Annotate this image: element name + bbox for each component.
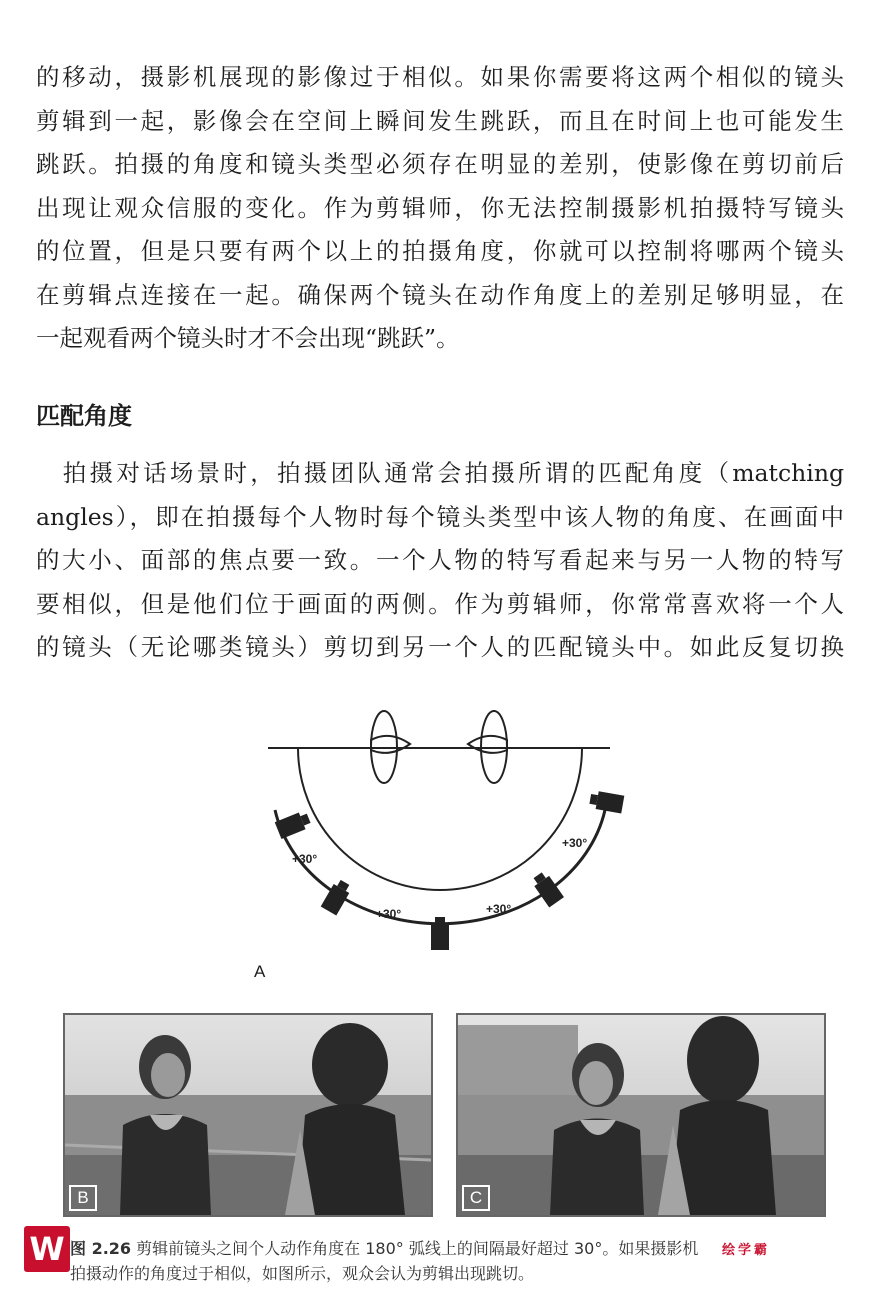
caption-line-2: 拍摄动作的角度过于相似，如图所示，观众会认为剪辑出现跳切。 — [70, 1264, 535, 1283]
caption-line-1: 剪辑前镜头之间个人动作角度在 180° 弧线上的间隔最好超过 30°。如果摄影机 — [136, 1239, 699, 1258]
photo-c — [456, 1013, 826, 1217]
photo-c-image — [458, 1015, 824, 1215]
camera-icon — [431, 917, 449, 950]
text-line: 拍摄对话场景时，拍摄团队通常会拍摄所谓的匹配角度（matching — [36, 459, 844, 487]
photo-label-c: C — [462, 1185, 490, 1211]
figure-label-a: A — [254, 962, 266, 981]
camera-icon — [589, 790, 625, 813]
text-line: 在剪辑点连接在一起。确保两个镜头在动作角度上的差别足够明显，在 — [36, 280, 844, 309]
text-line: 要相似，但是他们位于画面的两侧。作为剪辑师，你常常喜欢将一个人 — [36, 589, 844, 618]
photo-label-b: B — [69, 1185, 97, 1211]
camera-angle-diagram — [250, 700, 650, 970]
camera-icon — [275, 810, 312, 839]
text-line: 的位置，但是只要有两个以上的拍摄角度，你就可以控制将哪两个镜头 — [36, 237, 844, 265]
text-line: 的移动，摄影机展现的影像过于相似。如果你需要将这两个相似的镜头 — [36, 63, 844, 91]
text-line: 剪辑到一起，影像会在空间上瞬间发生跳跃，而且在时间上也可能发生 — [36, 106, 844, 135]
text-line: 的大小、面部的焦点要一致。一个人物的特写看起来与另一人物的特写 — [36, 546, 844, 574]
camera-icon — [530, 870, 564, 907]
inner-arc — [298, 748, 582, 890]
text-line: 的镜头（无论哪类镜头）剪切到另一个人的匹配镜头中。如此反复切换 — [36, 633, 844, 661]
photo-b — [63, 1013, 433, 1217]
paragraph-2 — [36, 452, 844, 670]
angle-label: +30° — [562, 836, 588, 850]
caption-number: 图 2.26 — [70, 1239, 132, 1258]
text-line: 一起观看两个镜头时才不会出现“跳跃”。 — [36, 324, 460, 352]
text-line: angles），即在拍摄每个人物时每个镜头类型中该人物的角度、在画面中 — [36, 502, 844, 531]
camera-icon — [321, 878, 353, 916]
photo-b-image — [65, 1015, 431, 1215]
section-heading: 匹配角度 — [36, 402, 132, 430]
figure-caption — [70, 1236, 830, 1286]
publisher-logo: W — [24, 1226, 70, 1272]
text-line: 跳跃。拍摄的角度和镜头类型必须存在明显的差别，使影像在剪切前后 — [36, 150, 844, 178]
angle-label: +30° — [486, 902, 512, 916]
paragraph-1 — [36, 56, 844, 361]
angle-label: +30° — [376, 907, 402, 921]
text-line: 出现让观众信服的变化。作为剪辑师，你无法控制摄影机拍摄特写镜头 — [36, 193, 844, 222]
watermark: 绘学霸 — [722, 1243, 771, 1258]
angle-label: +30° — [292, 852, 318, 866]
